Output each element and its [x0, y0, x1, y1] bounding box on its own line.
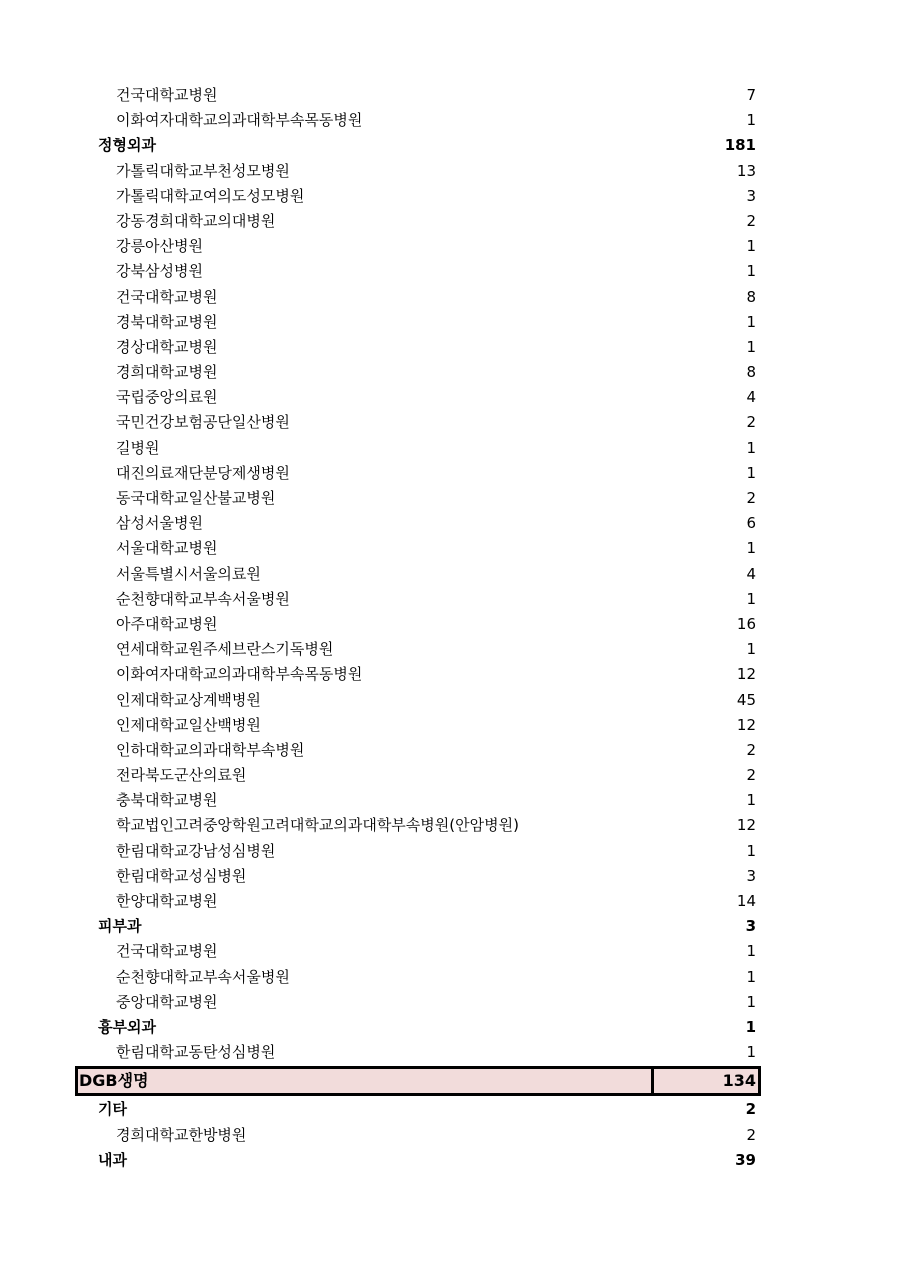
hospital-count: 8 [746, 363, 756, 382]
department-row [78, 914, 758, 939]
hospital-count: 1 [746, 312, 756, 331]
hospital-count: 2 [746, 740, 756, 759]
hospital-name: 이화여자대학교의과대학부속목동병원 [116, 111, 363, 130]
dept-count: 2 [745, 1100, 756, 1119]
hospital-row [78, 360, 758, 385]
hospital-row [78, 486, 758, 511]
hospital-count: 7 [746, 86, 756, 104]
hospital-name: 경희대학교한방병원 [116, 1125, 247, 1144]
department-row [78, 133, 758, 158]
hospital-row [78, 990, 758, 1015]
hospital-name: 경북대학교병원 [116, 312, 218, 331]
hospital-row [78, 612, 758, 637]
hospital-row [78, 839, 758, 864]
hospital-count: 12 [736, 665, 756, 684]
hospital-count: 45 [736, 690, 756, 709]
hospital-count: 2 [746, 489, 756, 507]
hospital-count: 3 [746, 866, 756, 885]
hospital-name: 대진의료재단분당제생병원 [116, 463, 290, 482]
dept-name: 기타 [98, 1100, 127, 1119]
hospital-row [78, 536, 758, 561]
hospital-count: 1 [746, 967, 756, 986]
hospital-name: 건국대학교병원 [116, 86, 218, 104]
hospital-count: 8 [746, 287, 756, 306]
dept-count: 181 [724, 136, 756, 155]
hospital-count: 1 [746, 589, 756, 608]
hospital-name: 건국대학교병원 [116, 942, 218, 961]
hospital-name: 가톨릭대학교여의도성모병원 [116, 186, 305, 205]
report-table [78, 83, 758, 1173]
hospital-name: 국립중앙의료원 [116, 388, 218, 407]
hospital-name: 강북삼성병원 [116, 262, 203, 281]
hospital-row [78, 662, 758, 687]
hospital-count: 1 [746, 992, 756, 1011]
hospital-row [78, 788, 758, 813]
hospital-row [78, 688, 758, 713]
dept-name: 흉부외과 [98, 1017, 156, 1036]
hospital-row [78, 234, 758, 259]
hospital-row [78, 1123, 758, 1148]
hospital-count: 3 [746, 186, 756, 205]
hospital-row [78, 713, 758, 738]
hospital-name: 이화여자대학교의과대학부속목동병원 [116, 665, 363, 684]
hospital-row [78, 637, 758, 662]
hospital-count: 2 [746, 1125, 756, 1144]
hospital-name: 국민건강보험공단일산병원 [116, 413, 290, 432]
hospital-name: 삼성서울병원 [116, 514, 203, 533]
hospital-row [78, 738, 758, 763]
hospital-row [78, 587, 758, 612]
hospital-row [78, 209, 758, 234]
hospital-count: 4 [746, 388, 756, 407]
hospital-name: 서울특별시서울의료원 [116, 564, 261, 583]
hospital-count: 1 [746, 438, 756, 457]
hospital-row [78, 511, 758, 536]
hospital-name: 인제대학교일산백병원 [116, 715, 261, 734]
dept-count: 1 [745, 1017, 756, 1036]
hospital-row [78, 763, 758, 788]
hospital-row [78, 939, 758, 964]
hospital-count: 12 [736, 816, 756, 835]
dept-name: 정형외과 [98, 136, 156, 155]
hospital-name: 인하대학교의과대학부속병원 [116, 740, 305, 759]
hospital-row [78, 461, 758, 486]
hospital-row [78, 310, 758, 335]
hospital-name: 경상대학교병원 [116, 337, 218, 356]
hospital-row [78, 335, 758, 360]
hospital-name: 서울대학교병원 [116, 539, 218, 558]
hospital-row [78, 184, 758, 209]
hospital-name: 순천향대학교부속서울병원 [116, 589, 290, 608]
hospital-count: 14 [736, 892, 756, 910]
company-count: 134 [722, 1071, 756, 1091]
hospital-row [78, 410, 758, 435]
hospital-name: 아주대학교병원 [116, 614, 218, 633]
hospital-row [78, 385, 758, 410]
hospital-name: 인제대학교상계백병원 [116, 690, 261, 709]
hospital-row [78, 562, 758, 587]
hospital-count: 2 [746, 413, 756, 432]
dept-count: 39 [735, 1150, 756, 1169]
hospital-name: 강동경희대학교의대병원 [116, 211, 276, 230]
hospital-count: 2 [746, 766, 756, 785]
department-row [78, 1148, 758, 1173]
hospital-name: 건국대학교병원 [116, 287, 218, 306]
dept-name: 내과 [98, 1150, 127, 1169]
hospital-count: 2 [746, 211, 756, 230]
hospital-name: 연세대학교원주세브란스기독병원 [116, 640, 334, 659]
hospital-name: 길병원 [116, 438, 160, 457]
hospital-count: 1 [746, 640, 756, 659]
hospital-name: 한림대학교성심병원 [116, 866, 247, 885]
hospital-name: 강릉아산병원 [116, 237, 203, 256]
hospital-row [78, 1040, 758, 1065]
hospital-row [78, 83, 758, 108]
hospital-count: 1 [746, 337, 756, 356]
department-row [78, 1097, 758, 1122]
hospital-name: 한림대학교강남성심병원 [116, 841, 276, 860]
hospital-name: 학교법인고려중앙학원고려대학교의과대학부속병원(안암병원) [116, 816, 519, 835]
company-name: DGB생명 [79, 1071, 149, 1091]
hospital-row [78, 965, 758, 990]
hospital-count: 1 [746, 237, 756, 256]
hospital-count: 4 [746, 564, 756, 583]
hospital-row [78, 813, 758, 838]
hospital-count: 1 [746, 539, 756, 558]
hospital-count: 13 [736, 161, 756, 180]
dept-name: 피부과 [98, 917, 142, 936]
hospital-row [78, 285, 758, 310]
hospital-count: 1 [746, 463, 756, 482]
hospital-count: 1 [746, 1043, 756, 1062]
hospital-row [78, 259, 758, 284]
hospital-count: 1 [746, 111, 756, 130]
hospital-count: 6 [746, 514, 756, 533]
hospital-row [78, 436, 758, 461]
hospital-name: 한림대학교동탄성심병원 [116, 1043, 276, 1062]
hospital-name: 한양대학교병원 [116, 892, 218, 910]
hospital-count: 1 [746, 262, 756, 281]
hospital-count: 1 [746, 841, 756, 860]
hospital-count: 12 [736, 715, 756, 734]
hospital-row [78, 889, 758, 914]
hospital-name: 전라북도군산의료원 [116, 766, 247, 785]
hospital-name: 순천향대학교부속서울병원 [116, 967, 290, 986]
hospital-name: 동국대학교일산불교병원 [116, 489, 276, 507]
company-total-row [75, 1066, 761, 1096]
hospital-name: 가톨릭대학교부천성모병원 [116, 161, 290, 180]
hospital-count: 1 [746, 942, 756, 961]
hospital-name: 충북대학교병원 [116, 791, 218, 810]
dept-count: 3 [745, 917, 756, 936]
hospital-name: 경희대학교병원 [116, 363, 218, 382]
hospital-row [78, 159, 758, 184]
cell-divider [651, 1069, 654, 1093]
hospital-count: 1 [746, 791, 756, 810]
hospital-count: 16 [736, 614, 756, 633]
hospital-row [78, 864, 758, 889]
hospital-row [78, 108, 758, 133]
department-row [78, 1015, 758, 1040]
hospital-name: 중앙대학교병원 [116, 992, 218, 1011]
